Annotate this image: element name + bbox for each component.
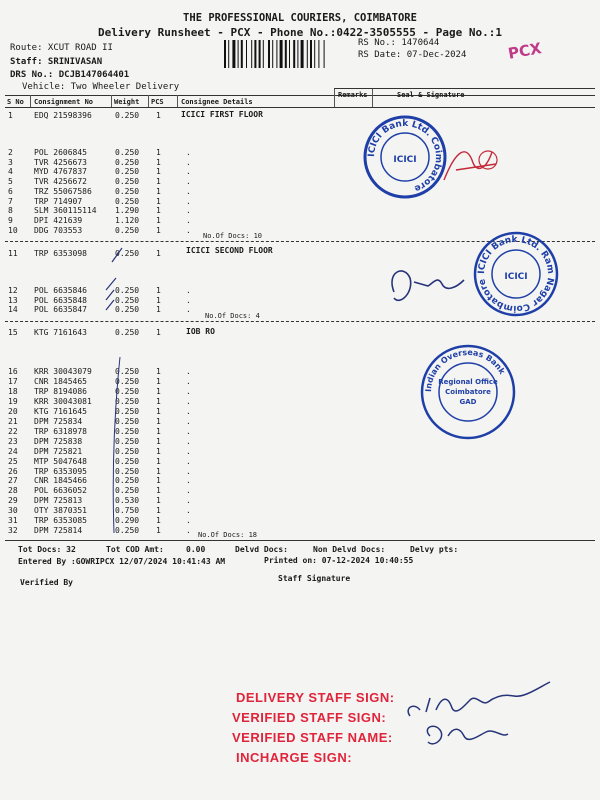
tot-cod-value: 0.00	[186, 545, 206, 554]
row-sno: 9	[8, 215, 13, 225]
row-sno: 8	[8, 206, 13, 216]
stamp-verified-staff-sign: VERIFIED STAFF SIGN:	[232, 710, 387, 725]
handwritten-signatures	[390, 666, 580, 766]
row-consignee-mark: .	[186, 466, 191, 476]
row-consignment-no: POL 6636052	[34, 486, 87, 496]
table-row	[0, 111, 340, 121]
row-weight: 0.750	[115, 506, 140, 516]
row-sno: 1	[8, 111, 13, 120]
row-weight: 0.250	[115, 526, 140, 536]
row-sno: 14	[8, 305, 18, 315]
group-docs-count: No.Of Docs: 10	[203, 232, 263, 240]
row-pcs: 1	[156, 516, 161, 526]
row-sno: 17	[8, 376, 18, 386]
row-consignee-mark: .	[186, 295, 191, 305]
row-consignment-no: KTG 7161643	[34, 328, 87, 337]
table-row	[0, 387, 340, 397]
row-pcs: 1	[156, 215, 161, 225]
row-consignment-no: TRP 6353095	[34, 466, 87, 476]
entered-by: Entered By :GOWRIPCX 12/07/2024 10:41:43 AM	[18, 557, 226, 566]
barcode-bar	[272, 40, 273, 68]
row-consignment-no: TRP 6318978	[34, 426, 87, 436]
col-divider	[372, 88, 373, 107]
row-consignee-mark: .	[186, 506, 191, 516]
row-consignee-mark: .	[186, 436, 191, 446]
row-consignee-mark: .	[186, 157, 191, 167]
barcode-bar	[297, 40, 298, 68]
row-pcs: 1	[156, 406, 161, 416]
table-row	[0, 417, 340, 427]
group-docs-count: No.Of Docs: 4	[205, 312, 260, 320]
row-consignee-mark: .	[186, 367, 191, 376]
row-consignee-mark: .	[186, 446, 191, 456]
row-consignee-mark: .	[186, 167, 191, 177]
stamp-line-1: Regional Office	[438, 378, 498, 386]
barcode-bar	[289, 40, 290, 68]
row-consignee-mark: .	[186, 416, 191, 426]
row-consignment-no: DPM 725814	[34, 526, 83, 536]
non-delivered-docs: Non Delvd Docs:	[313, 545, 386, 554]
table-row	[0, 377, 340, 387]
margin-line	[106, 355, 126, 535]
row-pcs: 1	[156, 167, 161, 177]
row-weight: 0.250	[115, 416, 140, 426]
row-consignment-no: TRP 6353098	[34, 249, 87, 258]
row-sno: 30	[8, 506, 18, 516]
row-sno: 15	[8, 328, 18, 337]
company-name: THE PROFESSIONAL COURIERS, COIMBATORE	[183, 12, 417, 24]
table-row	[0, 496, 340, 506]
row-pcs: 1	[156, 196, 161, 206]
col-divider	[148, 95, 149, 107]
table-row	[0, 367, 340, 377]
row-pcs: 1	[156, 367, 161, 376]
table-row	[0, 249, 340, 259]
row-consignee-mark: .	[186, 516, 191, 526]
row-weight: 0.250	[115, 305, 140, 315]
row-sno: 6	[8, 186, 13, 196]
row-sno: 24	[8, 446, 18, 456]
table-row	[0, 328, 340, 338]
row-consignment-no: DPI 421639	[34, 215, 83, 225]
col-divider	[177, 95, 178, 107]
row-sno: 12	[8, 286, 18, 295]
row-sno: 4	[8, 167, 13, 177]
table-row	[0, 226, 340, 236]
row-weight: 0.250	[115, 406, 140, 416]
row-consignment-no: TRZ 55067586	[34, 186, 92, 196]
row-sno: 29	[8, 496, 18, 506]
row-pcs: 1	[156, 436, 161, 446]
vehicle: Vehicle: Two Wheeler Delivery	[22, 82, 180, 92]
row-consignment-no: DDG 703553	[34, 225, 83, 235]
table-row	[0, 296, 340, 306]
row-pcs: 1	[156, 496, 161, 506]
col-header-pcs: PCS	[151, 98, 164, 106]
row-consignment-no: MTP 5047648	[34, 456, 87, 466]
row-pcs: 1	[156, 476, 161, 486]
barcode-bar	[238, 40, 239, 68]
table-row	[0, 457, 340, 467]
row-consignee-mark: .	[186, 456, 191, 466]
row-consignment-no: TRP 6353085	[34, 516, 87, 526]
row-consignment-no: DPM 725838	[34, 436, 83, 446]
row-pcs: 1	[156, 376, 161, 386]
barcode-bar	[263, 40, 264, 68]
table-row	[0, 447, 340, 457]
row-weight: 0.250	[115, 446, 140, 456]
col-divider	[30, 95, 31, 107]
row-sno: 28	[8, 486, 18, 496]
row-pcs: 1	[156, 295, 161, 305]
group-docs-count: No.Of Docs: 18	[198, 531, 258, 539]
row-sno: 7	[8, 196, 13, 206]
row-consignment-no: TVR 4256673	[34, 157, 87, 167]
row-consignment-no: DPM 725834	[34, 416, 83, 426]
row-pcs: 1	[156, 396, 161, 406]
row-sno: 23	[8, 436, 18, 446]
barcode-bar	[307, 40, 308, 68]
icici-ramnagar-stamp	[470, 228, 562, 320]
barcode-bar	[232, 40, 235, 68]
table-header-rule	[5, 107, 595, 108]
table-row	[0, 148, 340, 158]
row-pcs: 1	[156, 446, 161, 456]
col-divider	[334, 88, 335, 107]
table-bottom-rule	[5, 540, 595, 541]
row-consignment-no: DPM 725821	[34, 446, 83, 456]
staff: Staff: SRINIVASAN	[10, 57, 103, 67]
table-top-rule	[5, 95, 595, 96]
row-weight: 1.290	[115, 206, 140, 216]
barcode-bar	[268, 40, 270, 68]
staff-signature-label: Staff Signature	[278, 574, 351, 583]
row-sno: 13	[8, 295, 18, 305]
group-consignee: IOB RO	[186, 327, 215, 336]
row-pcs: 1	[156, 111, 161, 120]
row-weight: 0.250	[115, 328, 140, 337]
row-consignment-no: CNR 1845465	[34, 376, 87, 386]
table-row	[0, 158, 340, 168]
barcode-bar	[301, 40, 304, 68]
stamp-ring-text: ICICI Bank Ltd. Coimbatore	[366, 118, 444, 194]
col-header-remarks: Remarks	[338, 91, 368, 99]
table-row	[0, 197, 340, 207]
group-divider	[5, 321, 595, 322]
col-header-consignee: Consignee Details	[181, 98, 253, 106]
col-header-consignment: Consignment No	[34, 98, 94, 106]
row-consignee-mark: .	[186, 225, 191, 235]
row-pcs: 1	[156, 426, 161, 436]
table-row	[0, 167, 340, 177]
row-weight: 0.250	[115, 466, 140, 476]
row-weight: 0.250	[115, 111, 140, 120]
table-row	[0, 206, 340, 216]
delivered-docs: Delvd Docs:	[235, 545, 288, 554]
row-consignee-mark: .	[186, 206, 191, 216]
row-consignment-no: OTY 3870351	[34, 506, 87, 516]
stamp-ring-text: ICICI Bank Ltd. Ram Nagar Coimbatore	[476, 234, 556, 314]
row-sno: 21	[8, 416, 18, 426]
table-row	[0, 216, 340, 226]
group-consignee: ICICI FIRST FLOOR	[181, 110, 263, 119]
table-row	[0, 437, 340, 447]
row-pcs: 1	[156, 305, 161, 315]
delivery-points: Delvy pts:	[410, 545, 459, 554]
row-consignment-no: KTG 7161645	[34, 406, 87, 416]
row-weight: 0.250	[115, 148, 140, 157]
printed-on: Printed on: 07-12-2024 10:40:55	[264, 556, 414, 565]
barcode-bar	[251, 40, 252, 68]
verified-by: Verified By	[20, 578, 73, 587]
row-sno: 11	[8, 249, 18, 258]
table-row	[0, 407, 340, 417]
row-consignee-mark: .	[186, 177, 191, 187]
row-sno: 26	[8, 466, 18, 476]
stamp-incharge-sign: INCHARGE SIGN:	[236, 750, 353, 765]
col-header-weight: Weight	[114, 98, 140, 106]
row-consignment-no: DPM 725813	[34, 496, 83, 506]
barcode-bar	[276, 40, 277, 68]
barcode-bar	[241, 40, 243, 68]
row-weight: 0.250	[115, 249, 140, 258]
table-row	[0, 187, 340, 197]
table-row	[0, 397, 340, 407]
signature-ink	[436, 140, 506, 190]
barcode-bar	[314, 40, 315, 68]
row-pcs: 1	[156, 466, 161, 476]
remarks-top-rule	[334, 88, 595, 89]
col-header-seal: Seal & Signature	[397, 91, 465, 99]
row-pcs: 1	[156, 249, 161, 258]
row-consignment-no: MYD 4767837	[34, 167, 87, 177]
row-weight: 0.250	[115, 386, 140, 396]
barcode-bar	[310, 40, 312, 68]
row-weight: 0.250	[115, 196, 140, 206]
stamp-center-text: ICICI	[393, 155, 417, 165]
row-weight: 0.250	[115, 426, 140, 436]
barcode-bar	[285, 40, 287, 68]
stamp-line-3: GAD	[459, 398, 477, 406]
row-pcs: 1	[156, 456, 161, 466]
row-sno: 3	[8, 157, 13, 167]
col-divider	[111, 95, 112, 107]
row-weight: 0.250	[115, 476, 140, 486]
signature-ink	[384, 262, 474, 314]
stamp-delivery-staff-sign: DELIVERY STAFF SIGN:	[236, 690, 395, 705]
barcode-bar	[293, 40, 295, 68]
row-pcs: 1	[156, 206, 161, 216]
row-pcs: 1	[156, 506, 161, 516]
row-pcs: 1	[156, 148, 161, 157]
row-pcs: 1	[156, 526, 161, 536]
row-consignment-no: KRR 30043079	[34, 367, 92, 376]
tot-cod-label: Tot COD Amt:	[106, 545, 164, 554]
row-weight: 1.120	[115, 215, 140, 225]
table-row	[0, 476, 340, 486]
table-row	[0, 305, 340, 315]
row-consignment-no: TVR 4256672	[34, 177, 87, 187]
row-consignee-mark: .	[186, 196, 191, 206]
row-weight: 0.250	[115, 295, 140, 305]
rs-date: RS Date: 07-Dec-2024	[358, 50, 467, 60]
barcode-bar	[254, 40, 256, 68]
row-weight: 0.250	[115, 286, 140, 295]
row-consignee-mark: .	[186, 486, 191, 496]
barcode-bar	[246, 40, 247, 68]
tot-docs: Tot Docs: 32	[18, 545, 76, 554]
row-consignee-mark: .	[186, 186, 191, 196]
runsheet-title: Delivery Runsheet - PCX - Phone No.:0422-3505555 - Page No.:1	[98, 26, 502, 39]
barcode-bar	[280, 40, 283, 68]
row-consignee-mark: .	[186, 476, 191, 486]
row-consignment-no: EDQ 21598396	[34, 111, 92, 120]
barcode	[222, 39, 350, 69]
pcx-handwritten-mark: PCX	[506, 39, 543, 63]
barcode-bar	[228, 40, 229, 68]
row-consignee-mark: .	[186, 376, 191, 386]
row-consignment-no: KRR 30043081	[34, 396, 92, 406]
row-consignment-no: TRP 8194086	[34, 386, 87, 396]
row-pcs: 1	[156, 177, 161, 187]
table-row	[0, 486, 340, 496]
row-weight: 0.290	[115, 516, 140, 526]
row-sno: 19	[8, 396, 18, 406]
row-weight: 0.250	[115, 456, 140, 466]
row-consignee-mark: .	[186, 286, 191, 295]
drs-number: DRS No.: DCJB147064401	[10, 70, 130, 80]
row-sno: 5	[8, 177, 13, 187]
row-weight: 0.530	[115, 496, 140, 506]
row-pcs: 1	[156, 486, 161, 496]
rs-number: RS No.: 1470644	[358, 38, 440, 48]
stamp-verified-staff-name: VERIFIED STAFF NAME:	[232, 730, 393, 745]
table-row	[0, 516, 340, 526]
col-header-sno: S No	[7, 98, 24, 106]
row-sno: 16	[8, 367, 18, 376]
row-consignee-mark: .	[186, 215, 191, 225]
row-consignment-no: SLM 360115114	[34, 206, 97, 216]
table-row	[0, 286, 340, 296]
row-consignment-no: POL 6635848	[34, 295, 87, 305]
row-weight: 0.250	[115, 225, 140, 235]
row-pcs: 1	[156, 186, 161, 196]
row-weight: 0.250	[115, 177, 140, 187]
row-sno: 18	[8, 386, 18, 396]
row-pcs: 1	[156, 225, 161, 235]
barcode-bar	[318, 40, 319, 68]
table-row	[0, 427, 340, 437]
row-pcs: 1	[156, 328, 161, 337]
row-weight: 0.250	[115, 157, 140, 167]
stamp-ring-text: Indian Overseas Bank	[423, 347, 507, 393]
row-consignee-mark: .	[186, 406, 191, 416]
row-consignee-mark: .	[186, 386, 191, 396]
tick-marks	[100, 240, 130, 320]
row-weight: 0.250	[115, 167, 140, 177]
barcode-bar	[259, 40, 261, 68]
barcode-bar	[324, 40, 325, 68]
table-row	[0, 526, 340, 536]
row-consignee-mark: .	[186, 305, 191, 315]
route: Route: XCUT ROAD II	[10, 43, 113, 53]
row-weight: 0.250	[115, 436, 140, 446]
row-consignment-no: TRP 714907	[34, 196, 83, 206]
row-sno: 31	[8, 516, 18, 526]
row-consignee-mark: .	[186, 526, 191, 536]
row-sno: 22	[8, 426, 18, 436]
stamp-line-2: Coimbatore	[445, 388, 491, 396]
row-consignment-no: CNR 1845466	[34, 476, 87, 486]
iob-regional-office-stamp	[418, 342, 518, 442]
row-sno: 25	[8, 456, 18, 466]
stamp-center-text: ICICI	[504, 272, 528, 282]
row-consignee-mark: .	[186, 148, 191, 157]
row-weight: 0.250	[115, 186, 140, 196]
row-sno: 27	[8, 476, 18, 486]
row-consignee-mark: .	[186, 496, 191, 506]
row-weight: 0.250	[115, 367, 140, 376]
row-consignment-no: POL 6635846	[34, 286, 87, 295]
barcode-bar	[224, 40, 226, 68]
row-pcs: 1	[156, 157, 161, 167]
row-consignee-mark: .	[186, 396, 191, 406]
row-pcs: 1	[156, 286, 161, 295]
row-pcs: 1	[156, 386, 161, 396]
row-consignment-no: POL 2606845	[34, 148, 87, 157]
row-sno: 2	[8, 148, 13, 157]
row-sno: 20	[8, 406, 18, 416]
row-weight: 0.250	[115, 376, 140, 386]
row-weight: 0.250	[115, 396, 140, 406]
row-sno: 32	[8, 526, 18, 536]
row-consignee-mark: .	[186, 426, 191, 436]
table-row	[0, 506, 340, 516]
row-consignment-no: POL 6635847	[34, 305, 87, 315]
row-sno: 10	[8, 225, 18, 235]
table-row	[0, 467, 340, 477]
row-weight: 0.250	[115, 486, 140, 496]
row-pcs: 1	[156, 416, 161, 426]
table-row	[0, 177, 340, 187]
group-consignee: ICICI SECOND FLOOR	[186, 246, 273, 255]
